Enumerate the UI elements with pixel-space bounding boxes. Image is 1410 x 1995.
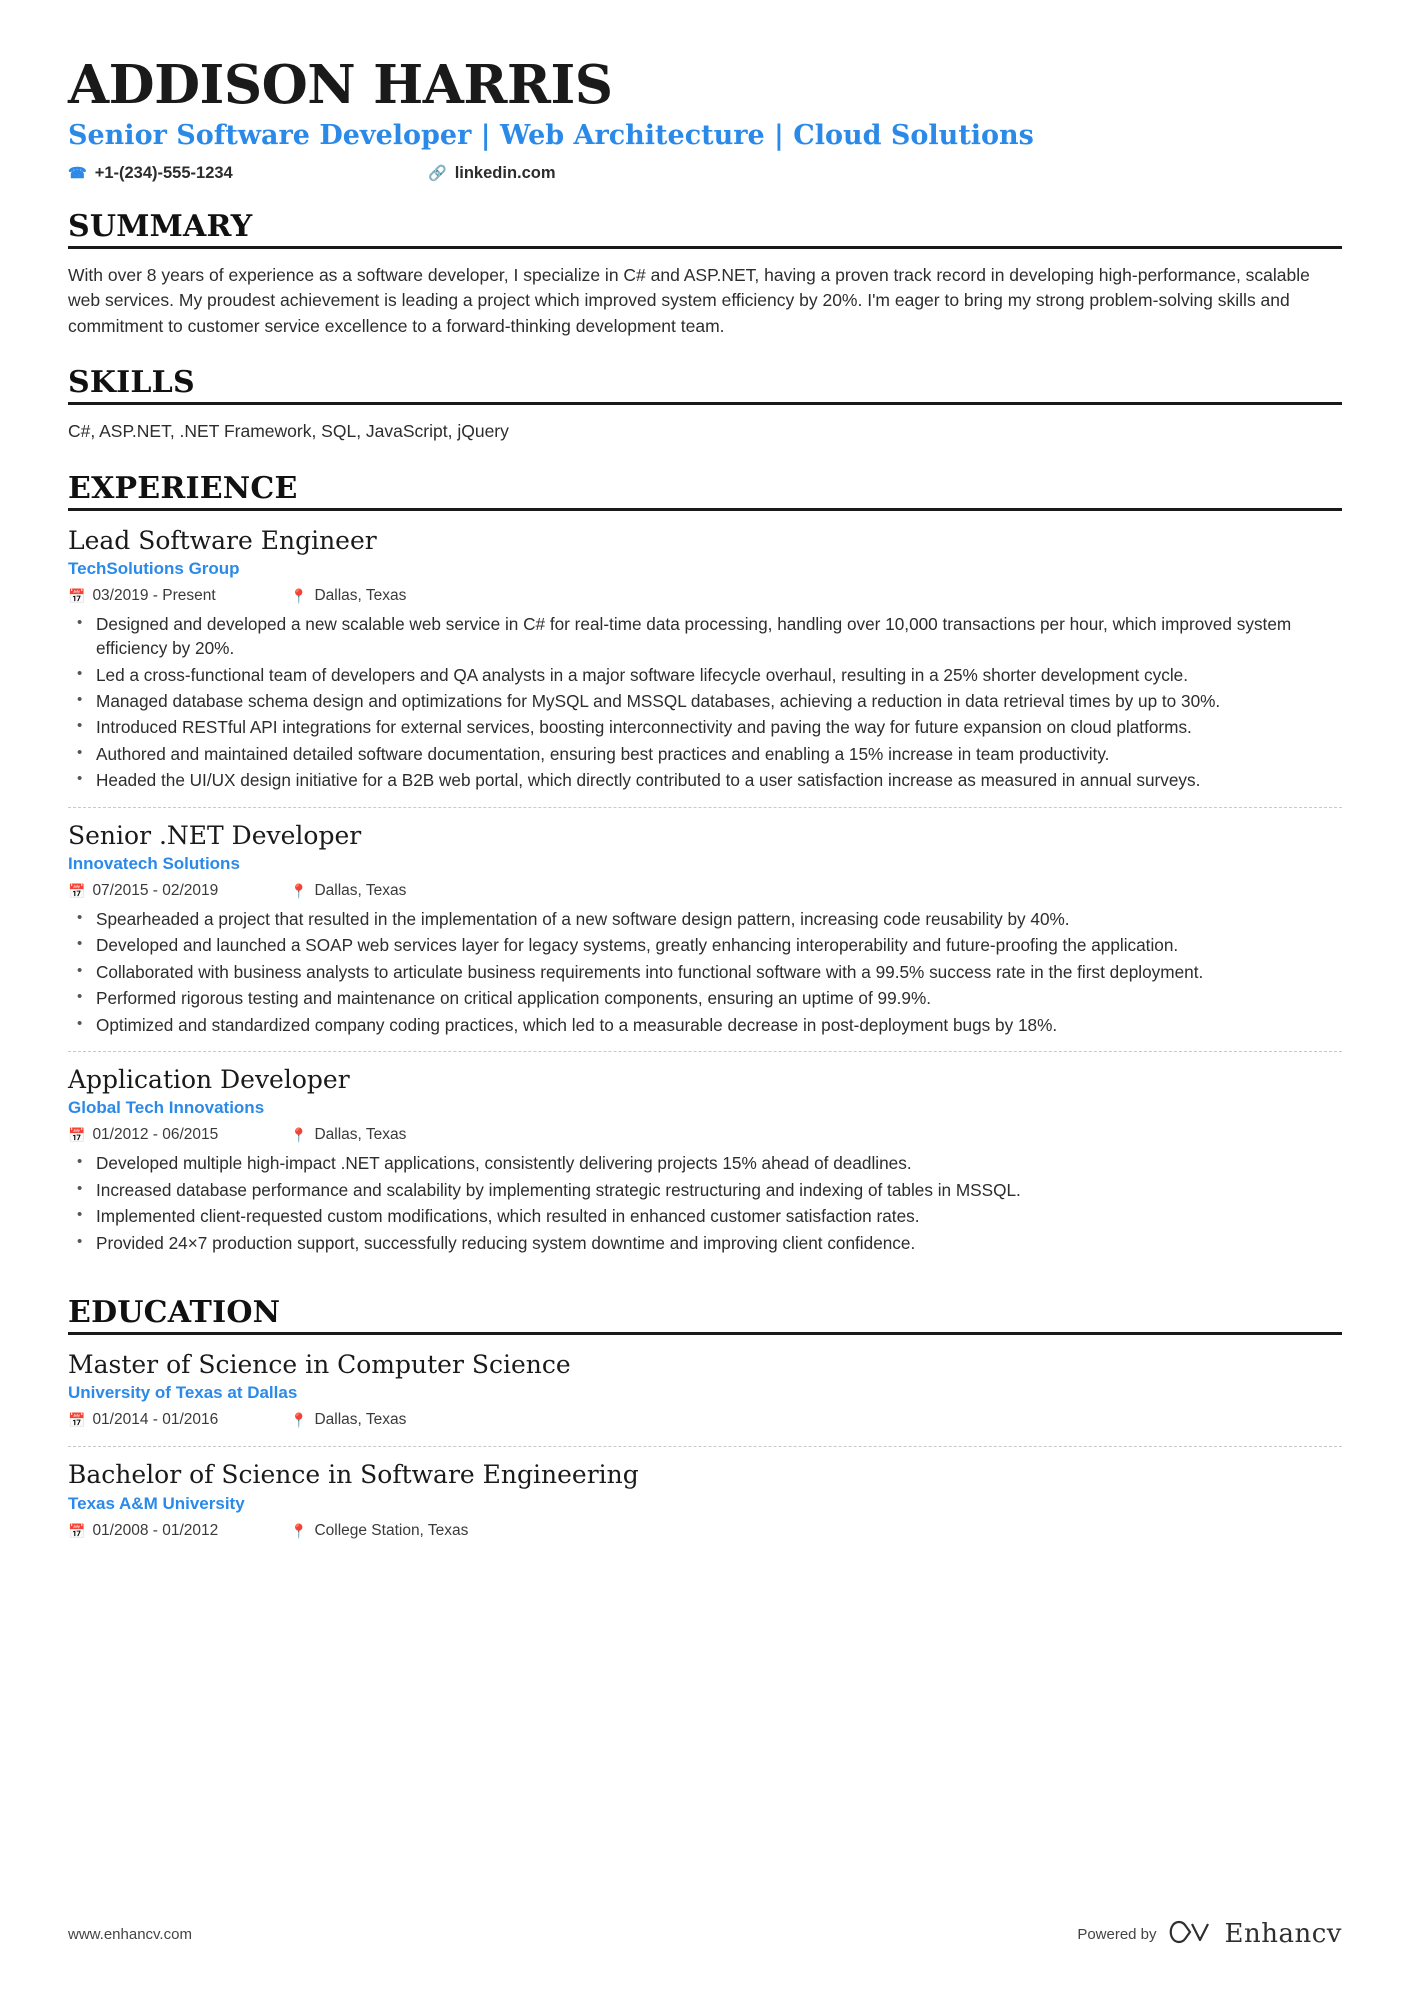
calendar-icon: 📅 bbox=[68, 1127, 86, 1144]
education-school: Texas A&M University bbox=[68, 1493, 245, 1513]
bullet-item: • Optimized and standardized company coding practices, which led to a measurable decrease in post-deployment bugs by 18%. bbox=[68, 1013, 1342, 1037]
education-meta bbox=[68, 1522, 1342, 1540]
experience-role: Application Developer bbox=[68, 1065, 350, 1095]
experience-company: Global Tech Innovations bbox=[68, 1098, 265, 1118]
experience-entry bbox=[68, 525, 1342, 807]
section-experience bbox=[68, 471, 1342, 1270]
section-skills bbox=[68, 365, 1342, 444]
experience-location-value: Dallas, Texas bbox=[314, 881, 407, 899]
brand-name: Enhancv bbox=[1224, 1919, 1342, 1949]
calendar-icon: 📅 bbox=[68, 587, 86, 604]
calendar-icon: 📅 bbox=[68, 882, 86, 899]
experience-dates bbox=[68, 1126, 290, 1144]
location-pin-icon: 📍 bbox=[290, 1412, 308, 1429]
bullet-item: • Developed and launched a SOAP web services layer for legacy systems, greatly enhancing interoperability and future-proofing the application. bbox=[68, 933, 1342, 957]
experience-role: Lead Software Engineer bbox=[68, 525, 377, 555]
experience-dates-value: 01/2012 - 06/2015 bbox=[92, 1126, 219, 1144]
bullet-item: • Increased database performance and scalability by implementing strategic restructuring and indexing of tables in MSSQL. bbox=[68, 1178, 1342, 1202]
candidate-headline: Senior Software Developer | Web Architecture | Cloud Solutions bbox=[68, 119, 1034, 151]
footer-website[interactable]: www.enhancv.com bbox=[68, 1925, 192, 1943]
education-dates-value: 01/2014 - 01/2016 bbox=[92, 1411, 219, 1429]
experience-location-value: Dallas, Texas bbox=[314, 586, 407, 604]
footer-branding bbox=[1077, 1919, 1342, 1949]
location-pin-icon: 📍 bbox=[290, 1522, 308, 1539]
section-education bbox=[68, 1295, 1342, 1557]
contact-row bbox=[68, 164, 1342, 183]
summary-text: With over 8 years of experience as a software developer, I specialize in C# and ASP.NET, having a proven track record in developing high-performance, scalable web services. My proudest achievement is leading a project which improved system efficiency by 20%. I'm eager to bring my strong problem-solving skills and commitment to customer service excellence to a forward-thinking development team. bbox=[68, 265, 1310, 336]
bullet-item: • Authored and maintained detailed software documentation, ensuring best practices and enabling a 15% increase in team productivity. bbox=[68, 742, 1342, 766]
experience-bullets bbox=[68, 612, 1342, 793]
education-dates bbox=[68, 1411, 290, 1429]
experience-entry bbox=[68, 1051, 1342, 1269]
phone-icon: ☎ bbox=[68, 165, 87, 183]
bullet-item: • Led a cross-functional team of developers and QA analysts in a major software lifecycle overhaul, resulting in a 25% shorter development cycle. bbox=[68, 663, 1342, 687]
education-school: University of Texas at Dallas bbox=[68, 1383, 298, 1403]
education-entry bbox=[68, 1446, 1342, 1556]
experience-dates-value: 07/2015 - 02/2019 bbox=[92, 881, 219, 899]
candidate-name: ADDISON HARRIS bbox=[68, 54, 613, 116]
experience-company: TechSolutions Group bbox=[68, 558, 240, 578]
contact-phone bbox=[68, 164, 428, 183]
section-summary bbox=[68, 209, 1342, 339]
bullet-item: • Collaborated with business analysts to articulate business requirements into functional software with a 99.5% success rate in the first deployment. bbox=[68, 960, 1342, 984]
experience-company: Innovatech Solutions bbox=[68, 853, 240, 873]
education-dates bbox=[68, 1522, 290, 1540]
phone-value: +1-(234)-555-1234 bbox=[94, 164, 233, 183]
experience-location-value: Dallas, Texas bbox=[314, 1126, 407, 1144]
experience-location bbox=[290, 1126, 406, 1144]
location-pin-icon: 📍 bbox=[290, 1127, 308, 1144]
bullet-item: • Managed database schema design and optimizations for MySQL and MSSQL databases, achieving a reduction in data retrieval times by up to 30%. bbox=[68, 689, 1342, 713]
experience-meta bbox=[68, 1126, 1342, 1144]
skills-text: C#, ASP.NET, .NET Framework, SQL, JavaScript, jQuery bbox=[68, 421, 509, 442]
bullet-item: • Implemented client-requested custom modifications, which resulted in enhanced customer satisfaction rates. bbox=[68, 1204, 1342, 1228]
education-entry bbox=[68, 1349, 1342, 1446]
location-pin-icon: 📍 bbox=[290, 587, 308, 604]
page-footer bbox=[68, 1919, 1342, 1949]
resume-header bbox=[68, 54, 1342, 183]
calendar-icon: 📅 bbox=[68, 1412, 86, 1429]
link-icon: 🔗 bbox=[428, 165, 447, 183]
education-degree: Bachelor of Science in Software Engineering bbox=[68, 1460, 639, 1490]
experience-bullets bbox=[68, 1151, 1342, 1255]
education-degree: Master of Science in Computer Science bbox=[68, 1350, 571, 1380]
experience-entry bbox=[68, 807, 1342, 1051]
experience-role: Senior .NET Developer bbox=[68, 820, 362, 850]
experience-meta bbox=[68, 882, 1342, 900]
section-title-education: EDUCATION bbox=[68, 1295, 1342, 1335]
education-location bbox=[290, 1522, 468, 1540]
experience-meta bbox=[68, 587, 1342, 605]
calendar-icon: 📅 bbox=[68, 1522, 86, 1539]
education-dates-value: 01/2008 - 01/2012 bbox=[92, 1521, 219, 1539]
education-location-value: College Station, Texas bbox=[314, 1521, 469, 1539]
education-location-value: Dallas, Texas bbox=[314, 1411, 407, 1429]
experience-dates bbox=[68, 587, 290, 605]
experience-location bbox=[290, 587, 406, 605]
section-title-skills: SKILLS bbox=[68, 365, 1342, 405]
enhancv-logo-icon bbox=[1169, 1919, 1213, 1949]
contact-link[interactable] bbox=[428, 164, 556, 183]
bullet-item: • Introduced RESTful API integrations for external services, boosting interconnectivity and paving the way for future expansion on cloud platforms. bbox=[68, 715, 1342, 739]
bullet-item: • Developed multiple high-impact .NET applications, consistently delivering projects 15% ahead of deadlines. bbox=[68, 1151, 1342, 1175]
bullet-item: • Headed the UI/UX design initiative for a B2B web portal, which directly contributed to a user satisfaction increase as measured in annual surveys. bbox=[68, 768, 1342, 792]
bullet-item: • Provided 24×7 production support, successfully reducing system downtime and improving client confidence. bbox=[68, 1231, 1342, 1255]
section-title-experience: EXPERIENCE bbox=[68, 471, 1342, 511]
experience-dates-value: 03/2019 - Present bbox=[92, 586, 216, 604]
experience-dates bbox=[68, 882, 290, 900]
education-location bbox=[290, 1411, 406, 1429]
bullet-item: • Spearheaded a project that resulted in the implementation of a new software design pattern, increasing code reusability by 40%. bbox=[68, 907, 1342, 931]
section-title-summary: SUMMARY bbox=[68, 209, 1342, 249]
experience-bullets bbox=[68, 907, 1342, 1037]
education-meta bbox=[68, 1411, 1342, 1429]
link-value[interactable]: linkedin.com bbox=[454, 164, 556, 183]
location-pin-icon: 📍 bbox=[290, 882, 308, 899]
experience-location bbox=[290, 882, 406, 900]
powered-by-label: Powered by bbox=[1077, 1925, 1157, 1943]
bullet-item: • Performed rigorous testing and maintenance on critical application components, ensuring an uptime of 99.9%. bbox=[68, 986, 1342, 1010]
bullet-item: • Designed and developed a new scalable web service in C# for real-time data processing, handling over 10,000 transactions per hour, which improved system efficiency by 20%. bbox=[68, 612, 1342, 661]
